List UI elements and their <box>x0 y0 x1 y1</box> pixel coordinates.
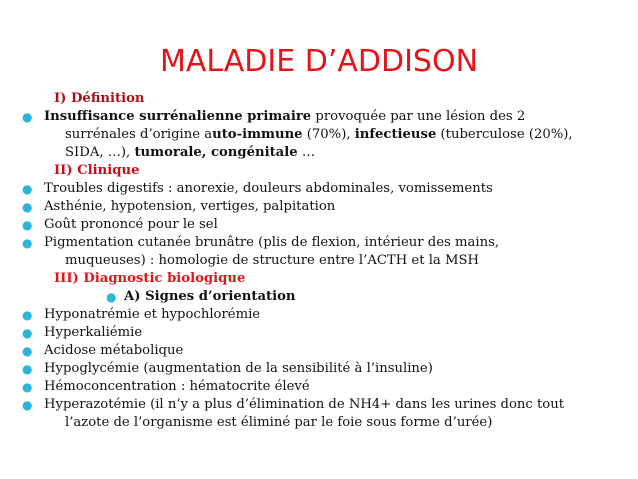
sub-heading-text: A) Signes d’orientation <box>124 289 296 304</box>
definition-cont-bold: infectieuse <box>354 127 437 142</box>
list-item <box>18 378 628 396</box>
list-item <box>18 342 628 360</box>
bullet-dot-icon: ● <box>22 182 33 196</box>
bullet-dot-icon: ● <box>22 326 33 340</box>
bullet-dot-icon: ● <box>22 362 33 376</box>
bullet-dot-icon: ● <box>22 236 33 250</box>
sub-heading-signes <box>18 288 628 306</box>
bullet-dot-icon: ● <box>22 308 33 322</box>
list-item-text: Troubles digestifs : anorexie, douleurs abdominales, vomissements <box>44 181 493 196</box>
definition-cont-text: (tuberculose (20%), <box>436 127 573 142</box>
definition-cont-text: (70%), <box>302 127 355 142</box>
list-item-continuation <box>18 126 628 144</box>
list-item-continuation: l’azote de l’organisme est éliminé par le foie sous forme d’urée) <box>65 415 493 430</box>
bullet-dot-icon: ● <box>106 290 117 304</box>
list-item <box>18 324 628 342</box>
definition-cont-text: surrénales d’origine a <box>65 127 213 142</box>
bullet-dot-icon: ● <box>22 344 33 358</box>
section-heading-diagnostic: III) Diagnostic biologique <box>54 271 246 286</box>
list-item-text: Hyperkaliémie <box>44 325 143 340</box>
section-heading-definition: I) Définition <box>54 91 145 106</box>
list-item-text: Acidose métabolique <box>44 343 184 358</box>
definition-cont-bold: uto-immune <box>212 127 303 142</box>
definition-bold-term: Insuffisance surrénalienne primaire <box>44 109 312 124</box>
list-item-text: Hyponatrémie et hypochlorémie <box>44 307 261 322</box>
list-item-text: Hypoglycémie (augmentation de la sensibilité à l’insuline) <box>44 361 433 376</box>
list-item <box>18 306 628 324</box>
list-item-text: Hyperazotémie (il n’y a plus d’élimination de NH4+ dans les urines donc tout <box>44 397 565 412</box>
list-item-text: Goût prononcé pour le sel <box>44 217 218 232</box>
bullet-dot-icon: ● <box>22 398 33 412</box>
bullet-dot-icon: ● <box>22 200 33 214</box>
list-item <box>18 396 628 414</box>
list-item <box>18 198 628 216</box>
slide-title: MALADIE D’ADDISON <box>159 44 479 79</box>
list-item-definition <box>18 108 628 126</box>
list-item <box>18 180 628 198</box>
bullet-dot-icon: ● <box>22 218 33 232</box>
list-item <box>18 234 628 252</box>
definition-cont-bold: tumorale, congénitale <box>134 145 298 160</box>
bullet-dot-icon: ● <box>22 110 33 124</box>
list-item <box>18 360 628 378</box>
list-item-continuation: muqueuses) : homologie de structure entre l’ACTH et la MSH <box>65 253 480 268</box>
definition-cont-text: … <box>297 145 316 160</box>
list-item-text: Hémoconcentration : hématocrite élevé <box>44 379 310 394</box>
section-heading-clinique: II) Clinique <box>54 163 140 178</box>
list-item-text: Pigmentation cutanée brunâtre (plis de flexion, intérieur des mains, <box>44 235 500 250</box>
slide-content <box>18 90 628 432</box>
list-item <box>18 216 628 234</box>
definition-text: provoquée par une lésion des 2 <box>311 109 526 124</box>
list-item-continuation <box>18 144 628 162</box>
definition-cont-text: SIDA, …), <box>65 145 135 160</box>
bullet-dot-icon: ● <box>22 380 33 394</box>
list-item-text: Asthénie, hypotension, vertiges, palpitation <box>44 199 336 214</box>
